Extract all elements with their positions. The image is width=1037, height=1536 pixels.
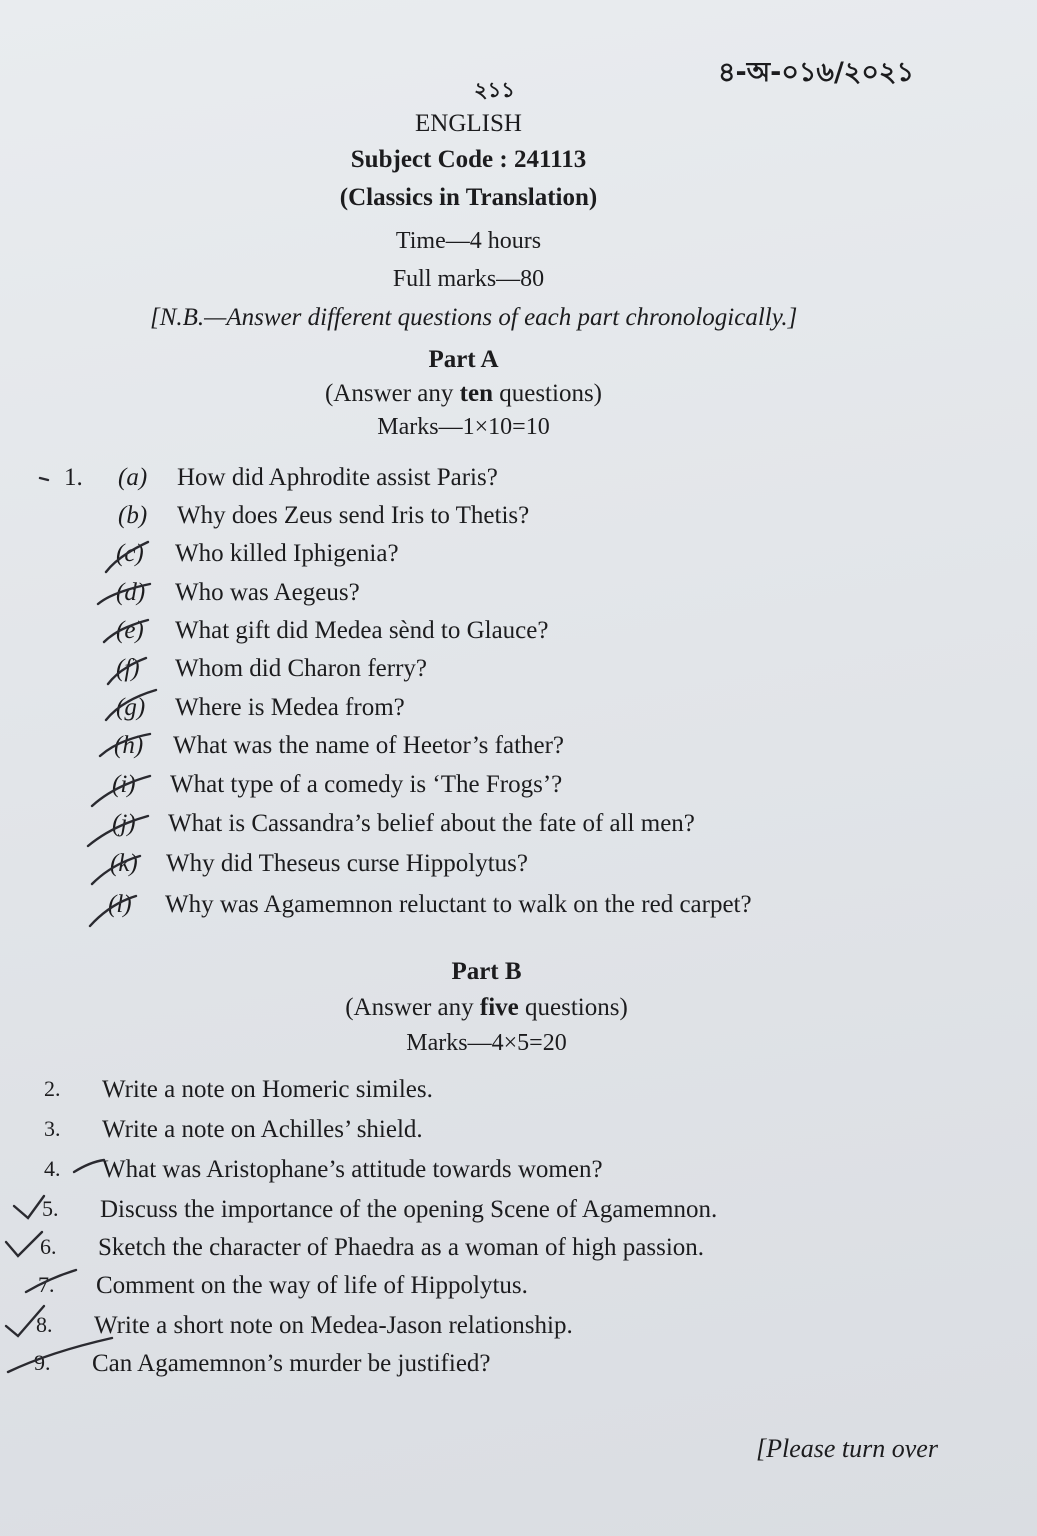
question-text: What type of a comedy is ‘The Frogs’?: [170, 771, 563, 798]
question-number: 3.: [44, 1116, 61, 1141]
question-letter: (g): [116, 694, 146, 721]
part-b-marks: Marks—4×5=20: [406, 1030, 567, 1056]
part-a-marks: Marks—1×10=10: [377, 414, 550, 440]
subject-code: Subject Code : 241113: [350, 146, 587, 173]
question-letter: (d): [116, 579, 146, 606]
tick-mark: [6, 1232, 42, 1256]
question-number: 1.: [64, 464, 83, 491]
question-number: 6.: [40, 1234, 57, 1259]
question-text: Where is Medea from?: [175, 694, 405, 721]
question-letter: (f): [116, 655, 140, 682]
question-text: Discuss the importance of the opening Scene of Agamemnon.: [100, 1196, 718, 1223]
time-allowed: Time—4 hours: [395, 228, 542, 254]
question-letter: (j): [112, 810, 136, 837]
part-b-instruction: (Answer any five questions): [345, 994, 628, 1021]
question-number: 4.: [44, 1156, 61, 1181]
subject-title: ENGLISH: [415, 110, 522, 137]
question-letter: (i): [112, 771, 136, 798]
question-letter: (b): [118, 502, 148, 529]
turn-over-note: [Please turn over: [756, 1434, 938, 1463]
question-number: 8.: [36, 1312, 53, 1337]
question-text: What gift did Medea sènd to Glauce?: [175, 617, 549, 644]
question-text: Sketch the character of Phaedra as a woman of high passion.: [98, 1234, 705, 1261]
tick-mark: [40, 478, 48, 480]
part-a-title: Part A: [428, 346, 499, 373]
question-number: 7.: [38, 1272, 55, 1297]
question-text: Why does Zeus send Iris to Thetis?: [177, 502, 530, 529]
question-text: Whom did Charon ferry?: [175, 655, 428, 682]
question-text: Who was Aegeus?: [175, 579, 360, 606]
question-text: What was the name of Heetor’s father?: [173, 732, 565, 759]
question-text: Write a short note on Medea-Jason relationship.: [94, 1312, 573, 1339]
question-text: Why did Theseus curse Hippolytus?: [166, 850, 528, 877]
question-text: Write a note on Achilles’ shield.: [102, 1116, 423, 1143]
question-number: 9.: [34, 1350, 51, 1375]
question-letter: (l): [108, 891, 132, 918]
question-text: Write a note on Homeric similes.: [102, 1076, 433, 1103]
question-letter: (c): [116, 540, 144, 567]
page-number: ২১১: [474, 78, 515, 102]
question-text: Can Agamemnon’s murder be justified?: [92, 1350, 491, 1377]
question-text: How did Aphrodite assist Paris?: [177, 464, 498, 491]
question-text: Comment on the way of life of Hippolytus.: [96, 1272, 528, 1299]
question-number: 5.: [42, 1196, 59, 1221]
question-letter: (h): [114, 732, 144, 759]
full-marks: Full marks—80: [392, 266, 545, 292]
part-a-instruction: (Answer any ten questions): [324, 380, 603, 407]
question-text: What was Aristophane’s attitude towards women?: [102, 1156, 603, 1183]
question-letter: (k): [110, 850, 138, 877]
question-text: What is Cassandra’s belief about the fate of all men?: [168, 810, 695, 837]
exam-note: [N.B.—Answer different questions of each part chronologically.]: [150, 304, 798, 331]
question-text: Who killed Iphigenia?: [175, 540, 399, 567]
question-number: 2.: [44, 1076, 61, 1101]
course-title: (Classics in Translation): [339, 184, 598, 211]
paper-code: ৪-অ-০১৬/২০২১: [718, 57, 914, 88]
question-text: Why was Agamemnon reluctant to walk on the red carpet?: [165, 891, 752, 918]
question-letter: (e): [116, 617, 144, 644]
tick-mark: [74, 1160, 104, 1172]
question-letter: (a): [118, 464, 148, 491]
tick-mark: [14, 1196, 44, 1218]
part-b-title: Part B: [451, 958, 522, 985]
